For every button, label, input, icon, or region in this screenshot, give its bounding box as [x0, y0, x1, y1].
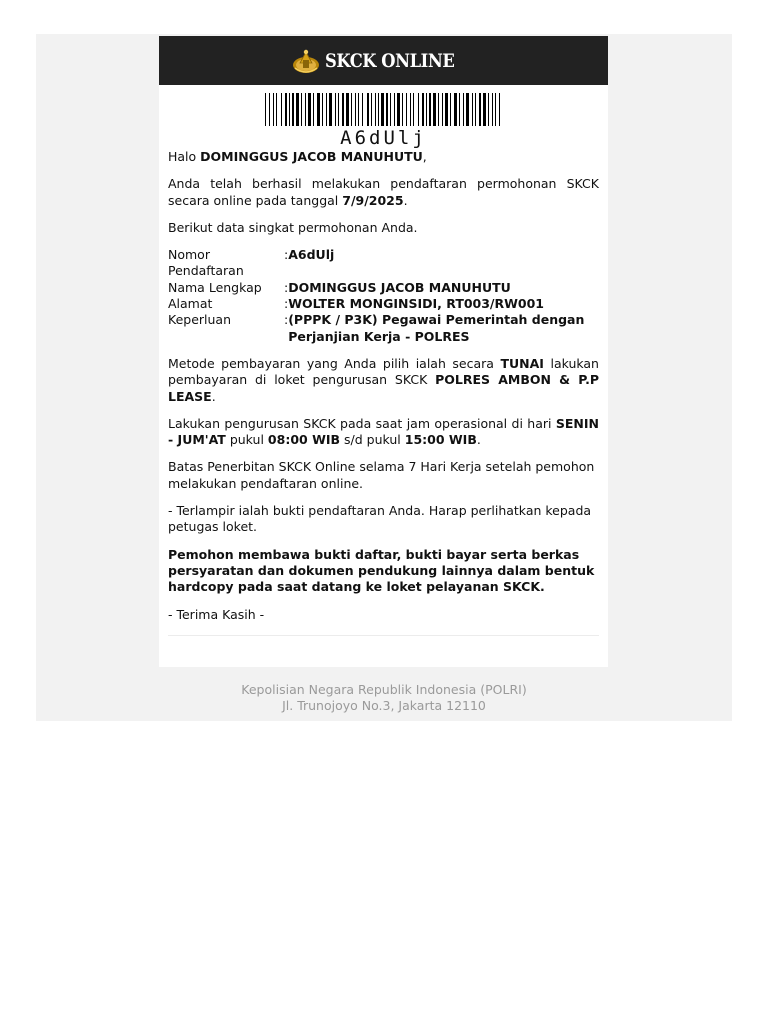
barcode-bar — [454, 93, 457, 126]
barcode-bar — [351, 93, 352, 126]
email-footer — [36, 682, 732, 715]
info-row-nomor — [168, 247, 599, 280]
barcode-bar — [433, 93, 436, 126]
greeting-suffix: , — [422, 149, 427, 164]
address: WOLTER MONGINSIDI, RT003/RW001 — [288, 296, 545, 312]
hours-paragraph — [168, 416, 599, 449]
info-separator: : — [284, 296, 289, 312]
barcode-bar — [386, 93, 388, 126]
email-body — [159, 149, 608, 636]
registration-info-table — [168, 247, 599, 345]
info-label: Alamat — [168, 296, 213, 312]
barcode-bar — [338, 93, 339, 126]
info-label: Nama Lengkap — [168, 279, 262, 295]
payment-method: TUNAI — [500, 355, 544, 371]
barcode-bar — [289, 93, 290, 126]
brand-logo — [291, 46, 476, 76]
payment-end: . — [211, 388, 216, 404]
barcode-bar — [390, 93, 391, 126]
applicant-name: DOMINGGUS JACOB MANUHUTU — [200, 149, 423, 164]
info-row-alamat — [168, 296, 599, 312]
barcode-bar — [445, 93, 448, 126]
greeting — [168, 149, 599, 165]
barcode-bar — [362, 93, 363, 126]
email-background — [36, 34, 732, 721]
email-card — [159, 36, 608, 667]
barcode-bar — [442, 93, 443, 126]
info-value — [284, 247, 599, 280]
barcode-bar — [308, 93, 311, 126]
intro-paragraph — [168, 176, 599, 209]
closing-text: - Terima Kasih - — [168, 606, 265, 622]
payment-paragraph — [168, 356, 599, 405]
barcode-bar — [301, 93, 302, 126]
barcode-bar — [466, 93, 469, 126]
barcode-bar — [358, 93, 359, 126]
barcode-bar — [367, 93, 369, 126]
info-row-nama — [168, 280, 599, 296]
requirements-paragraph: Pemohon membawa bukti daftar, bukti bayar serta berkas persyaratan dan dokumen pendukung lainnya dalam bentuk hardcopy pada saat datang ke loket pelayanan SKCK. — [168, 546, 595, 595]
operating-days: SENIN - JUM'AT — [168, 415, 599, 448]
barcode-bar — [413, 93, 414, 126]
info-separator: : — [284, 312, 289, 328]
hours-end: . — [476, 432, 481, 448]
barcode-bar — [296, 93, 299, 126]
info-separator: : — [284, 279, 289, 295]
barcode-bar — [499, 93, 500, 126]
hours-text: Lakukan pengurusan SKCK pada saat jam operasional di hari — [168, 415, 552, 431]
barcode-bar — [329, 93, 332, 126]
barcode-bar — [422, 93, 424, 126]
greeting-prefix: Halo — [168, 149, 197, 164]
barcode-bar — [381, 93, 384, 126]
barcode-bar — [483, 93, 486, 126]
barcode-bar — [355, 93, 356, 126]
barcode-bar — [463, 93, 464, 126]
barcode-bar — [495, 93, 496, 126]
brand-title: SKCK ONLINE — [325, 49, 455, 72]
barcode-bar — [276, 93, 277, 126]
info-value — [284, 296, 599, 312]
barcode-code: A6dUlj — [340, 127, 427, 149]
divider — [168, 635, 599, 636]
summary-label: Berikut data singkat permohonan Anda. — [168, 219, 418, 235]
barcode-bar — [492, 93, 493, 126]
info-label: Keperluan — [168, 312, 232, 328]
deadline-paragraph: Batas Penerbitan SKCK Online selama 7 Hari Kerja setelah pemohon melakukan pendaftaran online. — [168, 459, 595, 491]
barcode-bar — [313, 93, 314, 126]
polri-emblem-icon — [291, 46, 321, 76]
barcode-bar — [378, 93, 379, 126]
barcode-bar — [450, 93, 451, 126]
payment-text: lakukan pembayaran di loket pengurusan SKCK — [168, 355, 599, 388]
barcode-bar — [410, 93, 411, 126]
barcode-bar — [394, 93, 395, 126]
barcode-bar — [418, 93, 419, 126]
email-header — [159, 36, 608, 85]
barcode-bar — [402, 93, 403, 126]
info-row-keperluan — [168, 312, 599, 345]
barcode-bar — [488, 93, 489, 126]
info-value — [284, 280, 599, 296]
footer-org: Kepolisian Negara Republik Indonesia (POLRI) — [241, 682, 527, 697]
purpose: (PPPK / P3K) Pegawai Pemerintah dengan Perjanjian Kerja - POLRES — [288, 312, 585, 344]
barcode-bar — [438, 93, 439, 126]
barcode-bar — [426, 93, 427, 126]
intro-end: . — [403, 192, 408, 208]
barcode-bar — [335, 93, 336, 126]
barcode-bar — [305, 93, 306, 126]
barcode-bar — [281, 93, 282, 126]
registration-number: A6dUlj — [288, 247, 335, 263]
barcode-section — [159, 93, 608, 149]
barcode-bar — [269, 93, 270, 126]
barcode-bar — [346, 93, 349, 126]
registration-date: 7/9/2025 — [342, 192, 404, 208]
barcode-bar — [342, 93, 344, 126]
barcode-bar — [371, 93, 372, 126]
barcode-bar — [459, 93, 460, 126]
full-name: DOMINGGUS JACOB MANUHUTU — [288, 279, 511, 295]
info-label: Nomor Pendaftaran — [168, 247, 244, 279]
barcode-bar — [265, 93, 266, 126]
intro-text: Anda telah berhasil melakukan pendaftaran permohonan SKCK secara online pada tanggal — [168, 176, 599, 208]
barcode-bar — [397, 93, 400, 126]
barcode-bar — [273, 93, 274, 126]
hours-text: s/d pukul — [344, 432, 401, 448]
opening-time: 08:00 WIB — [267, 432, 341, 448]
footer-address: Jl. Trunojoyo No.3, Jakarta 12110 — [282, 698, 486, 714]
payment-text: Metode pembayaran yang Anda pilih ialah secara — [168, 355, 494, 371]
barcode-bar — [326, 93, 327, 126]
barcode-bar — [475, 93, 476, 126]
payment-location: POLRES AMBON & P.P LEASE — [168, 372, 599, 404]
barcode-bar — [317, 93, 320, 126]
info-value — [284, 312, 599, 345]
barcode-bar — [322, 93, 323, 126]
attachment-paragraph: - Terlampir ialah bukti pendaftaran Anda. Harap perlihatkan kepada petugas loket. — [168, 503, 592, 535]
hours-text: pukul — [229, 432, 264, 448]
registration-barcode — [265, 93, 502, 126]
barcode-bar — [479, 93, 481, 126]
barcode-bar — [375, 93, 376, 126]
barcode-bar — [472, 93, 473, 126]
barcode-bar — [429, 93, 431, 126]
barcode-bar — [406, 93, 407, 126]
barcode-bar — [292, 93, 294, 126]
info-separator: : — [284, 247, 289, 263]
barcode-bar — [285, 93, 287, 126]
closing-time: 15:00 WIB — [404, 432, 477, 448]
